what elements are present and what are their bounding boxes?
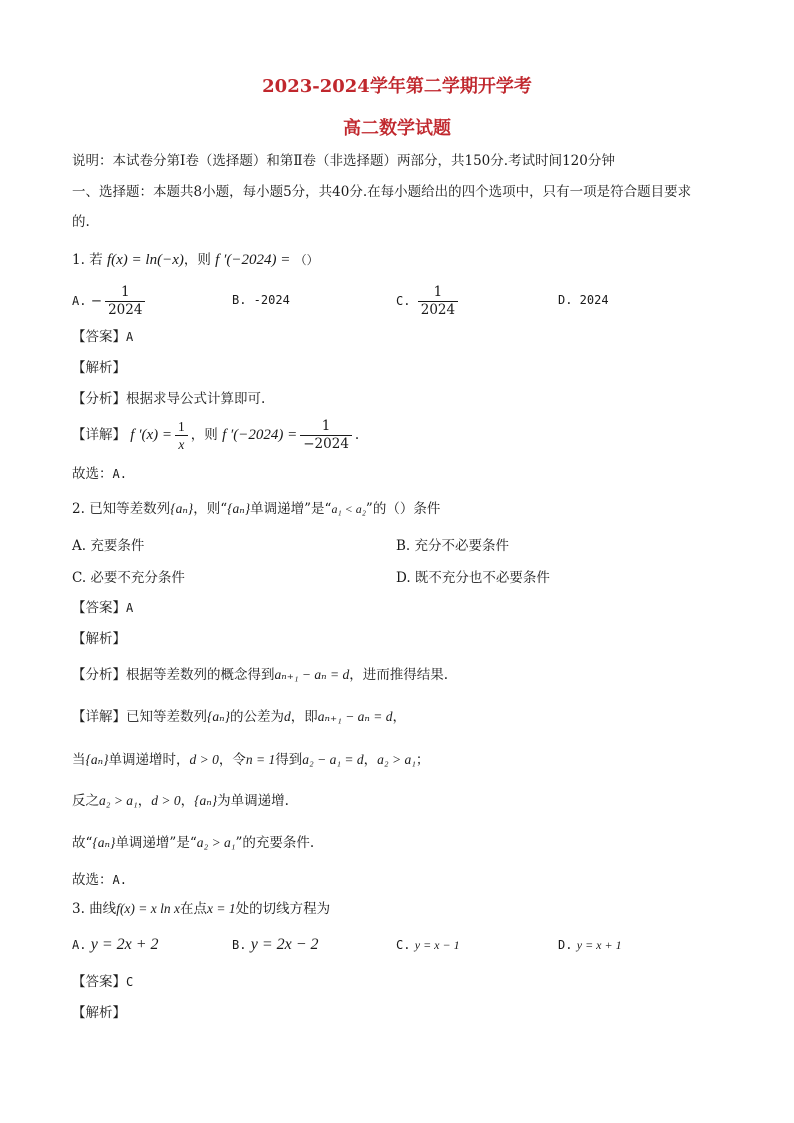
math-expression: d > 0	[189, 752, 219, 767]
math-expression: a₁ < a₂	[331, 502, 366, 516]
question-2-option-c: C. 必要不充分条件	[72, 570, 185, 586]
detail-text: ，	[363, 752, 378, 768]
math-expression: n = 1	[245, 752, 276, 767]
stem-text: ，则	[183, 252, 211, 268]
fenxi-text: 根据求导公式计算即可.	[126, 391, 266, 407]
section-instructions-line2: 的.	[72, 214, 90, 230]
math-expression: {aₙ}	[85, 752, 109, 767]
answer-label: 【答案】	[72, 974, 126, 990]
math-expression: a₂ > a₁	[99, 793, 138, 808]
option-label: B.	[232, 938, 247, 952]
denominator: 2024	[420, 302, 456, 318]
question-2-analysis-label: 【解析】	[72, 631, 126, 647]
question-2-detail-line3	[72, 792, 289, 810]
detail-text: 反之	[72, 793, 99, 809]
detail-text: 单调递增时，	[108, 752, 190, 768]
detail-text: ，	[392, 709, 407, 725]
fenxi-text: ，进而推得结果.	[349, 667, 449, 683]
question-3-option-d	[558, 936, 622, 954]
stem-text: 曲线	[89, 901, 117, 917]
denominator: −2024	[303, 436, 349, 452]
question-2-option-b: B. 充分不必要条件	[396, 538, 510, 554]
option-expression: y = 2x − 2	[250, 936, 319, 953]
stem-text: 单调递增”是“	[250, 501, 332, 517]
detail-text: ，即	[290, 709, 318, 725]
math-expression: f(x) = ln(−x)	[106, 252, 184, 268]
stem-text: 处的切线方程为	[235, 901, 331, 917]
detail-text: 单调递增”是“	[115, 835, 197, 851]
denominator: 2024	[108, 302, 143, 318]
choose-label: 故选：	[72, 466, 113, 482]
math-expression: a₂ > a₁	[196, 835, 236, 850]
question-1-choose	[72, 465, 127, 483]
choose-value: A.	[112, 467, 127, 481]
math-expression: f ′(−2024) =	[222, 427, 298, 443]
detail-label: 【详解】	[72, 427, 126, 443]
stem-text: ”的（）条件	[365, 501, 441, 517]
option-expression: y = x + 1	[576, 938, 622, 952]
fenxi-label: 【分析】	[72, 667, 126, 683]
question-2-detail-line2	[72, 751, 429, 769]
detail-label: 【详解】	[72, 709, 126, 725]
exam-note: 说明：本试卷分第Ⅰ卷（选择题）和第Ⅱ卷（非选择题）两部分，共150分.考试时间120分钟	[72, 153, 615, 169]
math-expression: f ′(−2024) =	[215, 252, 291, 268]
question-3-option-c	[396, 936, 460, 954]
math-expression: d	[284, 709, 291, 724]
math-expression: {aₙ}	[227, 501, 251, 516]
question-1-option-b: B. -2024	[232, 293, 290, 307]
question-2-option-a: A. 充要条件	[72, 538, 145, 554]
math-expression: a₂ − a₁ = d	[302, 752, 364, 767]
exam-subtitle: 高二数学试题	[343, 118, 451, 139]
question-number: 1.	[72, 252, 85, 268]
exam-title: 2023-2024学年第二学期开学考	[262, 76, 532, 97]
question-2-option-d: D. 既不充分也不必要条件	[396, 570, 550, 586]
option-label: D.	[558, 938, 573, 952]
detail-text: ，令	[218, 752, 246, 768]
math-expression: d > 0	[151, 793, 181, 808]
option-label: A.	[72, 294, 87, 308]
answer-value: A	[126, 601, 134, 615]
fraction	[418, 284, 458, 319]
math-expression: f(x) = x ln x	[116, 901, 181, 916]
question-number: 2.	[72, 501, 85, 517]
question-2-detail-line1	[72, 708, 406, 726]
period: .	[354, 427, 360, 443]
numerator: 1	[175, 418, 188, 436]
answer-value: C	[126, 975, 134, 989]
math-expression: f ′(x) =	[130, 427, 173, 443]
stem-text: ，则“	[193, 501, 228, 517]
sign: −	[90, 293, 103, 309]
choose-label: 故选：	[72, 872, 113, 888]
option-expression: y = 2x + 2	[90, 936, 159, 953]
question-1-option-a	[72, 284, 148, 319]
math-expression: aₙ₊₁ − aₙ = d	[274, 667, 350, 682]
detail-text: 为单调递增.	[217, 793, 289, 809]
stem-text: 在点	[180, 901, 208, 917]
option-label: C.	[396, 938, 411, 952]
question-3-option-a	[72, 936, 159, 954]
detail-text: ，则	[190, 427, 218, 443]
question-2-stem	[72, 500, 440, 518]
fenxi-label: 【分析】	[72, 391, 126, 407]
fenxi-text: 根据等差数列的概念得到	[126, 667, 275, 683]
detail-text: 得到	[275, 752, 303, 768]
math-expression: a₂ > a₁	[377, 752, 416, 767]
answer-label: 【答案】	[72, 600, 126, 616]
fraction	[175, 418, 188, 453]
question-2-detail-line4	[72, 834, 314, 852]
detail-text: ；	[415, 752, 430, 768]
question-3-option-b	[232, 936, 319, 954]
question-2-fenxi	[72, 666, 448, 684]
question-1-option-d: D. 2024	[558, 293, 609, 307]
math-expression: x = 1	[207, 901, 236, 916]
option-label: A.	[72, 938, 87, 952]
question-3-stem	[72, 900, 330, 918]
math-expression: {aₙ}	[194, 793, 218, 808]
numerator: 1	[418, 284, 458, 302]
answer-paren: （）	[294, 253, 319, 267]
option-expression: y = x − 1	[414, 938, 460, 952]
detail-text: 的公差为	[230, 709, 285, 725]
question-1-fenxi	[72, 390, 265, 408]
detail-text: ，	[137, 793, 152, 809]
detail-text: 故“	[72, 835, 93, 851]
question-2-answer	[72, 599, 133, 617]
numerator: 1	[300, 418, 352, 436]
question-3-answer	[72, 973, 133, 991]
question-2-choose	[72, 871, 127, 889]
question-1-analysis-label: 【解析】	[72, 360, 126, 376]
question-1-answer	[72, 328, 133, 346]
question-1-detail	[72, 418, 359, 453]
fraction	[105, 284, 145, 319]
math-expression: aₙ₊₁ − aₙ = d	[317, 709, 393, 724]
stem-text: 若	[89, 252, 103, 268]
math-expression: {aₙ}	[170, 501, 194, 516]
question-3-analysis-label: 【解析】	[72, 1005, 126, 1021]
question-1-option-c	[396, 284, 461, 319]
detail-text: 当	[72, 752, 86, 768]
question-number: 3.	[72, 901, 85, 917]
detail-text: ，	[180, 793, 195, 809]
numerator: 1	[105, 284, 145, 302]
detail-text: 已知等差数列	[126, 709, 207, 725]
fraction	[300, 418, 352, 453]
detail-text: ”的充要条件.	[235, 835, 315, 851]
question-1-stem	[72, 251, 319, 269]
answer-value: A	[126, 330, 134, 344]
math-expression: {aₙ}	[207, 709, 231, 724]
math-expression: {aₙ}	[92, 835, 116, 850]
stem-text: 已知等差数列	[89, 501, 171, 517]
answer-label: 【答案】	[72, 329, 126, 345]
option-label: C.	[396, 294, 411, 308]
choose-value: A.	[112, 873, 127, 887]
denominator: x	[178, 437, 185, 452]
section-instructions-line1: 一、选择题：本题共8小题，每小题5分，共40分.在每小题给出的四个选项中，只有一项是符合题目要求	[72, 184, 692, 200]
